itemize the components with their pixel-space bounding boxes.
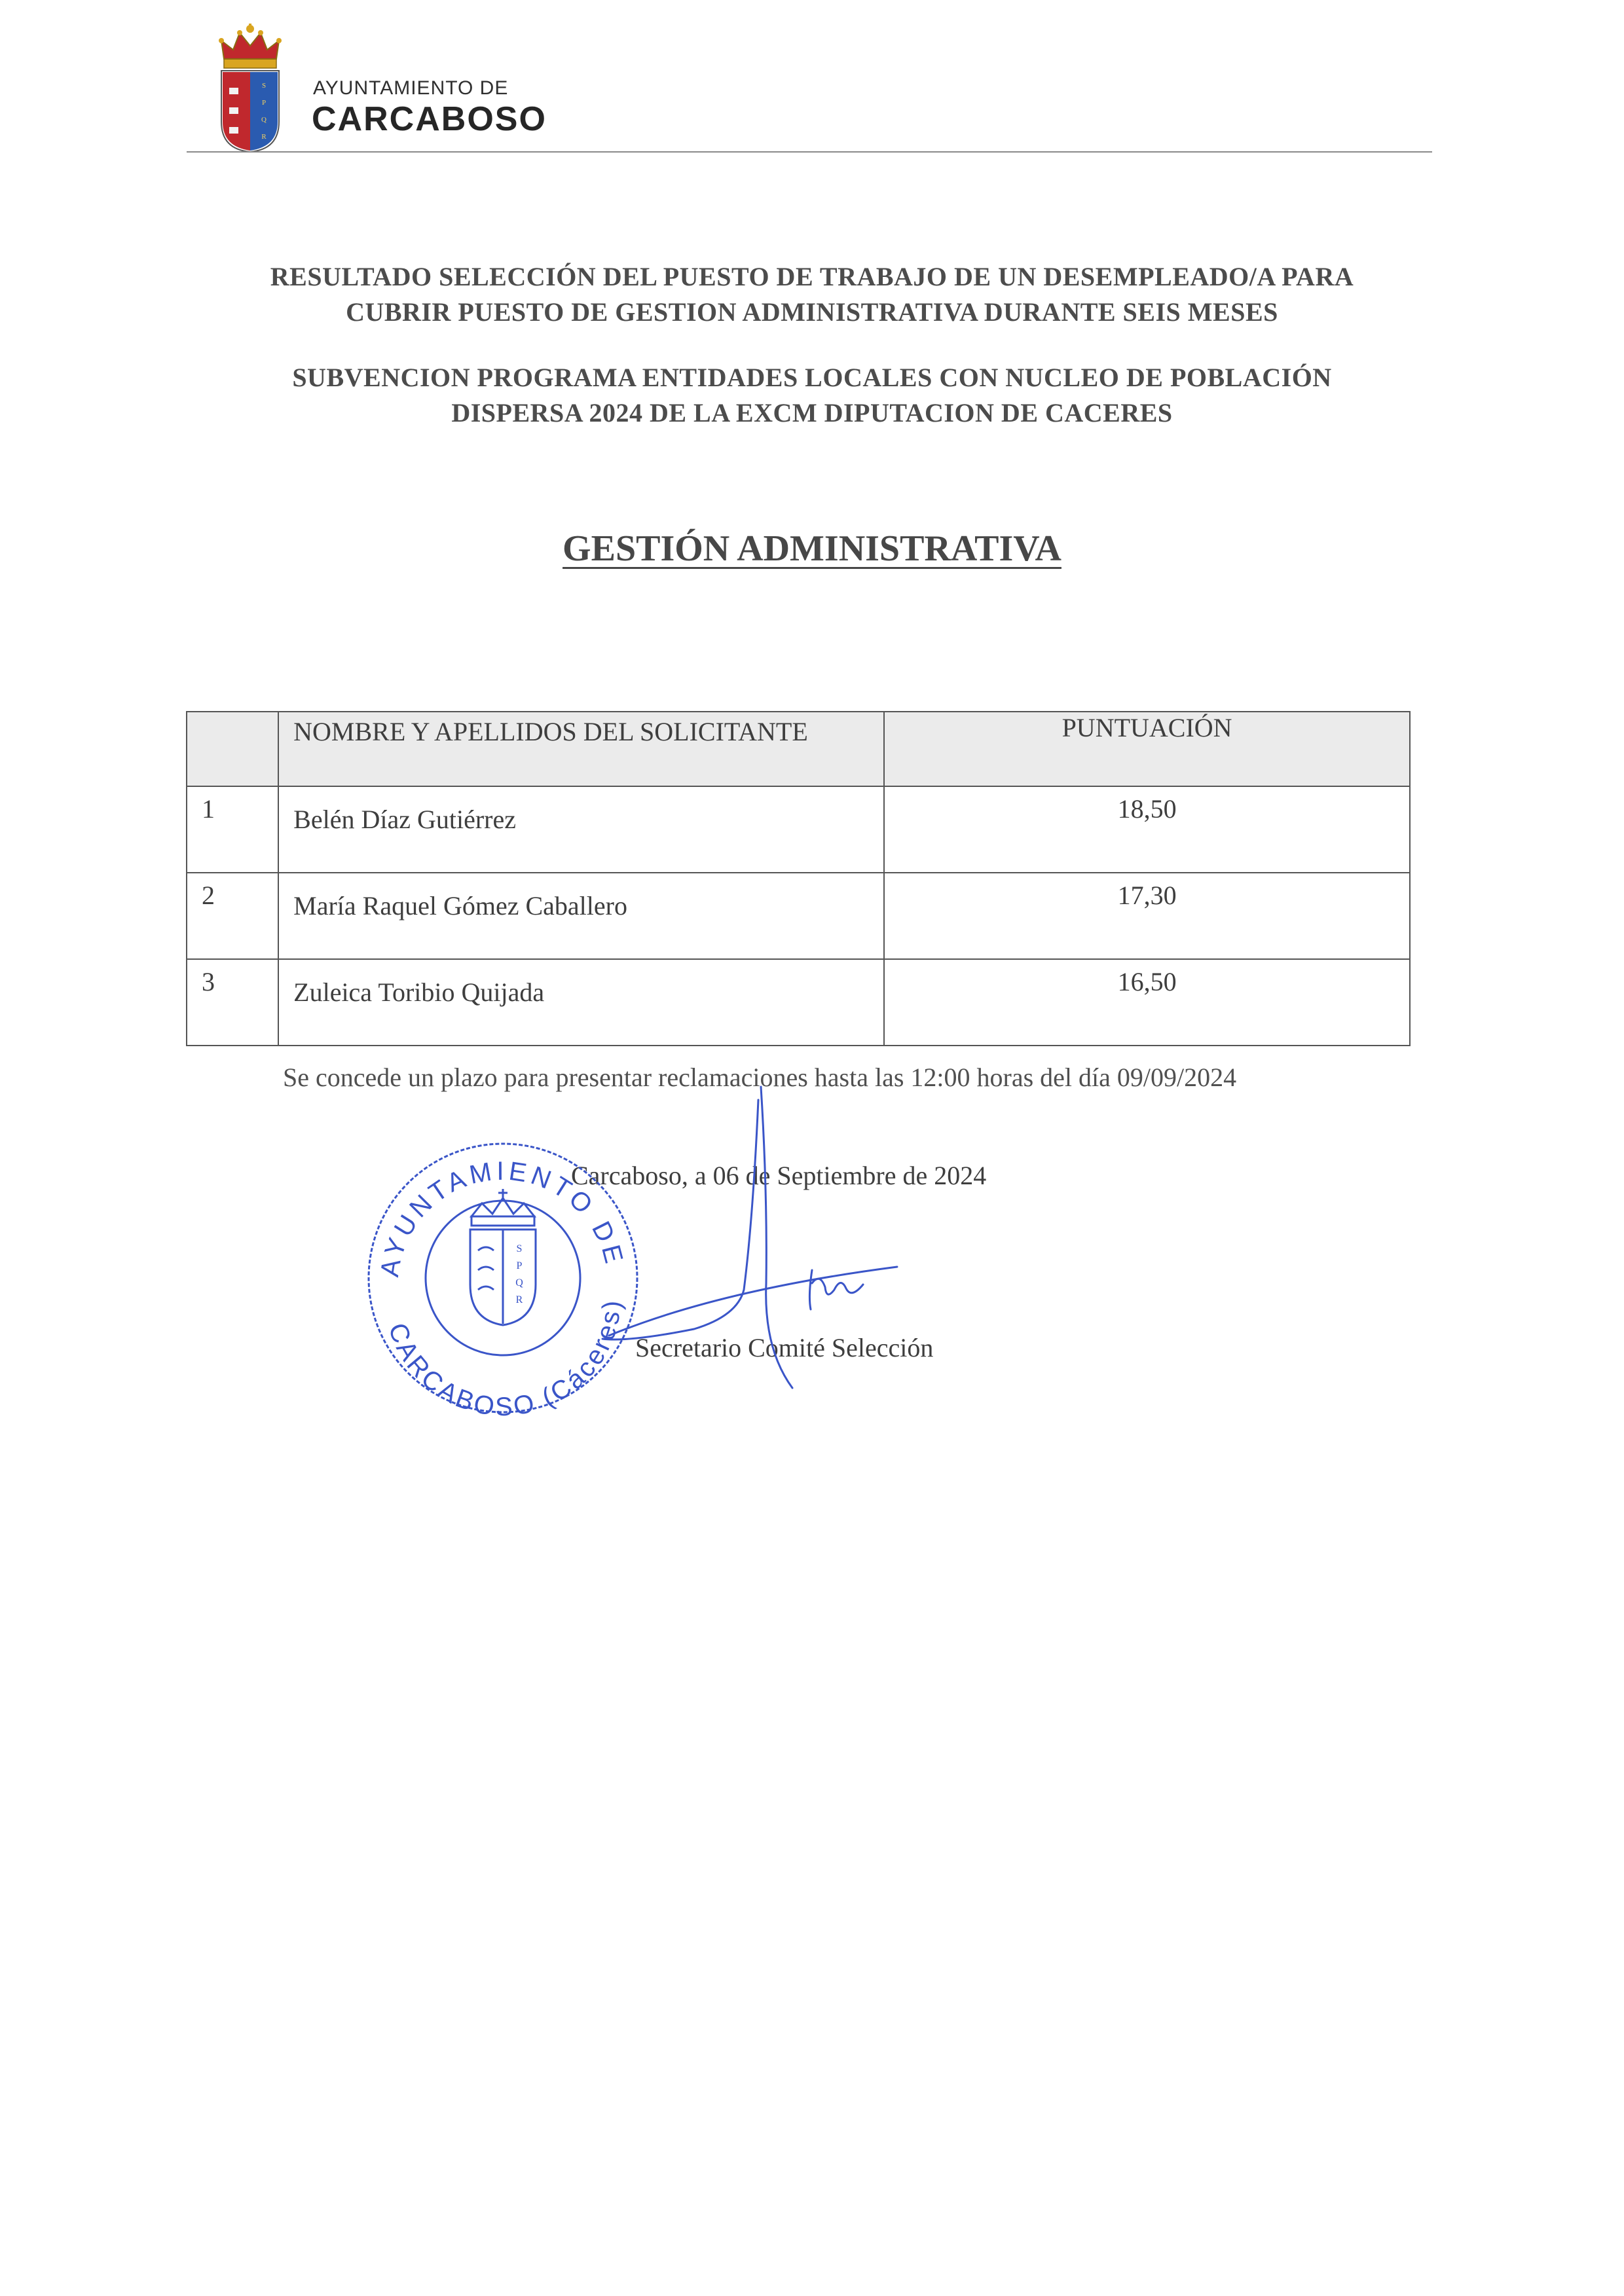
table-header-row bbox=[187, 712, 1410, 786]
section-heading bbox=[196, 528, 1428, 570]
header-score: PUNTUACIÓN bbox=[884, 712, 1410, 786]
header-divider bbox=[187, 151, 1432, 153]
svg-text:Q: Q bbox=[261, 116, 267, 124]
organization-label: AYUNTAMIENTO DE bbox=[313, 77, 509, 99]
applicant-name: Zuleica Toribio Quijada bbox=[278, 959, 884, 1046]
applicant-score: 16,50 bbox=[884, 959, 1410, 1046]
table-row bbox=[187, 786, 1410, 873]
table-row bbox=[187, 959, 1410, 1046]
header-number bbox=[187, 712, 278, 786]
header-applicant-name: NOMBRE Y APELLIDOS DEL SOLICITANTE bbox=[278, 712, 884, 786]
title-line-2: CUBRIR PUESTO DE GESTION ADMINISTRATIVA DURANTE SEIS MESES bbox=[346, 297, 1278, 327]
crown-icon bbox=[219, 24, 282, 68]
stamp-shield-icon bbox=[470, 1198, 536, 1325]
table-row bbox=[187, 873, 1410, 959]
row-number: 1 bbox=[187, 786, 278, 873]
place-and-date: Carcaboso, a 06 de Septiembre de 2024 bbox=[571, 1161, 987, 1190]
stamp-text-bottom: CARCABOSO (Cáceres) bbox=[382, 1297, 627, 1422]
applicant-score: 18,50 bbox=[884, 786, 1410, 873]
row-number: 3 bbox=[187, 959, 278, 1046]
svg-text:P: P bbox=[261, 99, 267, 107]
title-line-4: DISPERSA 2024 DE LA EXCM DIPUTACION DE CACERES bbox=[451, 398, 1173, 428]
row-number: 2 bbox=[187, 873, 278, 959]
document-title bbox=[196, 259, 1428, 330]
svg-text:S: S bbox=[261, 82, 267, 90]
organization-name: CARCABOSO bbox=[312, 100, 547, 138]
applicant-score: 17,30 bbox=[884, 873, 1410, 959]
municipal-shield-logo bbox=[215, 24, 286, 155]
section-heading-text: GESTIÓN ADMINISTRATIVA bbox=[563, 528, 1061, 569]
handwritten-signature bbox=[589, 1074, 930, 1401]
results-table bbox=[186, 711, 1411, 1046]
applicant-name: María Raquel Gómez Caballero bbox=[278, 873, 884, 959]
title-line-3: SUBVENCION PROGRAMA ENTIDADES LOCALES CON NUCLEO DE POBLACIÓN bbox=[292, 363, 1332, 392]
signer-role: Secretario Comité Selección bbox=[635, 1333, 934, 1362]
svg-text:R: R bbox=[261, 133, 267, 141]
stamp-letter: S bbox=[516, 1243, 523, 1254]
applicant-name: Belén Díaz Gutiérrez bbox=[278, 786, 884, 873]
claims-deadline-notice: Se concede un plazo para presentar reclamaciones hasta las 12:00 horas del día 09/09/2024 bbox=[283, 1063, 1237, 1092]
title-line-1: RESULTADO SELECCIÓN DEL PUESTO DE TRABAJO DE UN DESEMPLEADO/A PARA bbox=[270, 262, 1354, 291]
stamp-letter: Q bbox=[515, 1277, 523, 1288]
stamp-text-top: AYUNTAMIENTO DE bbox=[375, 1156, 629, 1279]
stamp-letter: R bbox=[515, 1294, 523, 1305]
stamp-letter: P bbox=[516, 1260, 523, 1271]
document-subtitle bbox=[196, 360, 1428, 431]
